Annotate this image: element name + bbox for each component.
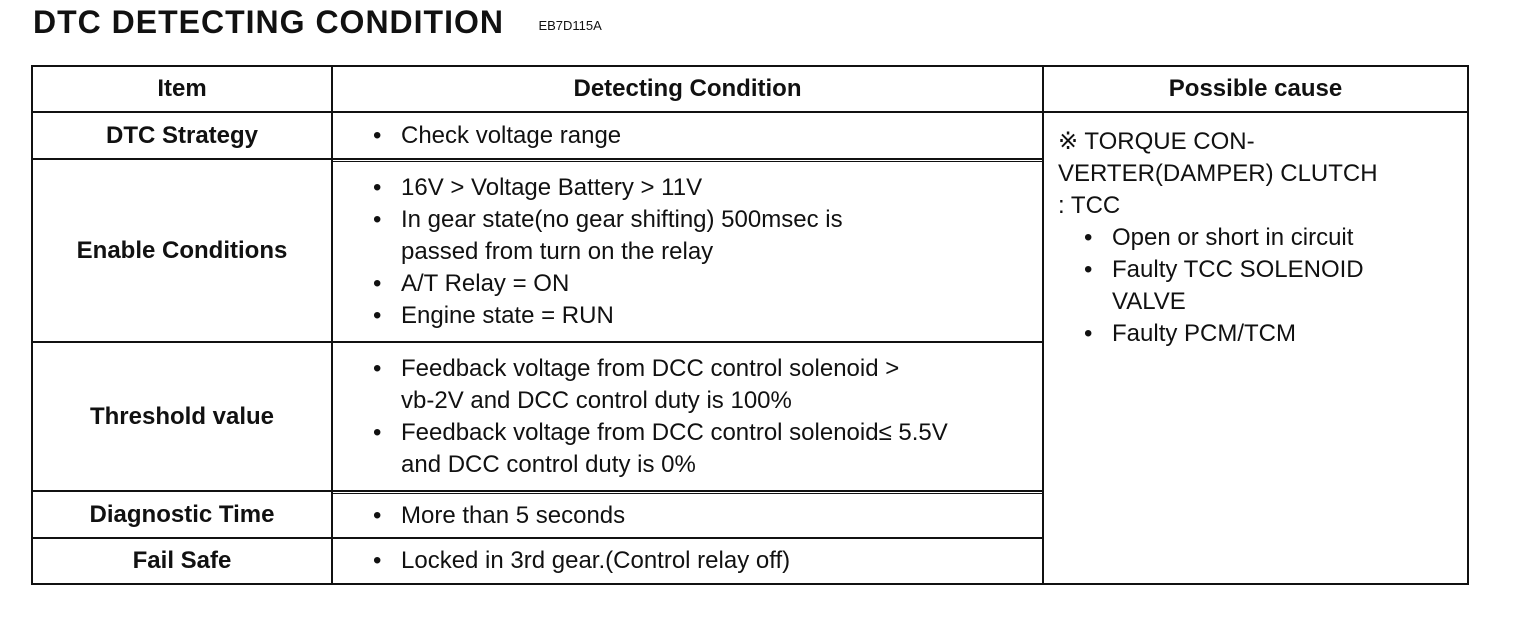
condition-item [373, 417, 1042, 481]
page-title: DTC DETECTING CONDITION [33, 4, 504, 40]
row-label-threshold-value: Threshold value [89, 402, 275, 430]
condition-fail-safe [333, 539, 1042, 583]
condition-item: • A/T Relay = ON [373, 268, 1042, 300]
row-label-enable-conditions: Enable Conditions [76, 236, 288, 264]
cause-item [1084, 254, 1453, 318]
condition-item-line: Feedback voltage from DCC control solenoid > vb-2V and DCC control duty is 100% [401, 354, 900, 414]
document-code: EB7D115A [538, 18, 602, 33]
row-label-diagnostic-time: Diagnostic Time [89, 500, 275, 528]
column-header-item: Item [157, 75, 207, 102]
column-header-cause: Possible cause [1168, 75, 1343, 102]
condition-item-line: Feedback voltage from DCC control solenoid≤ 5.5V and DCC control duty is 0% [401, 418, 948, 478]
table-border-bottom [31, 583, 1469, 585]
cause-item-line: Faulty TCC SOLENOID VALVE [1112, 256, 1364, 315]
cause-line: : TCC [1058, 192, 1121, 219]
condition-item: • More than 5 seconds [373, 500, 1042, 532]
cause-line: VERTER(DAMPER) CLUTCH [1058, 160, 1378, 187]
possible-cause-cell [1044, 113, 1467, 583]
condition-item [373, 353, 1042, 417]
column-header-condition: Detecting Condition [573, 75, 802, 102]
condition-item-line: In gear state(no gear shifting) 500msec is passed from turn on the relay [401, 205, 843, 265]
condition-item: • 16V > Voltage Battery > 11V [373, 172, 1042, 204]
condition-threshold-value [333, 343, 1042, 490]
condition-item: • Engine state = RUN [373, 300, 1042, 332]
section-heading [33, 4, 602, 41]
row-label-fail-safe: Fail Safe [132, 547, 232, 574]
condition-item: • Check voltage range [373, 120, 1042, 152]
condition-item: • Locked in 3rd gear.(Control relay off) [373, 545, 1042, 577]
dtc-table [31, 65, 1469, 585]
condition-diagnostic-time [333, 494, 1042, 537]
cause-item: • Faulty PCM/TCM [1084, 318, 1453, 350]
condition-item [373, 204, 1042, 268]
cause-line: ※ TORQUE CON- [1058, 128, 1255, 155]
cause-item: • Open or short in circuit [1084, 222, 1453, 254]
table-border-right [1467, 65, 1469, 585]
row-label-dtc-strategy: DTC Strategy [105, 121, 259, 149]
condition-dtc-strategy [333, 113, 1042, 158]
condition-enable-conditions [333, 162, 1042, 341]
